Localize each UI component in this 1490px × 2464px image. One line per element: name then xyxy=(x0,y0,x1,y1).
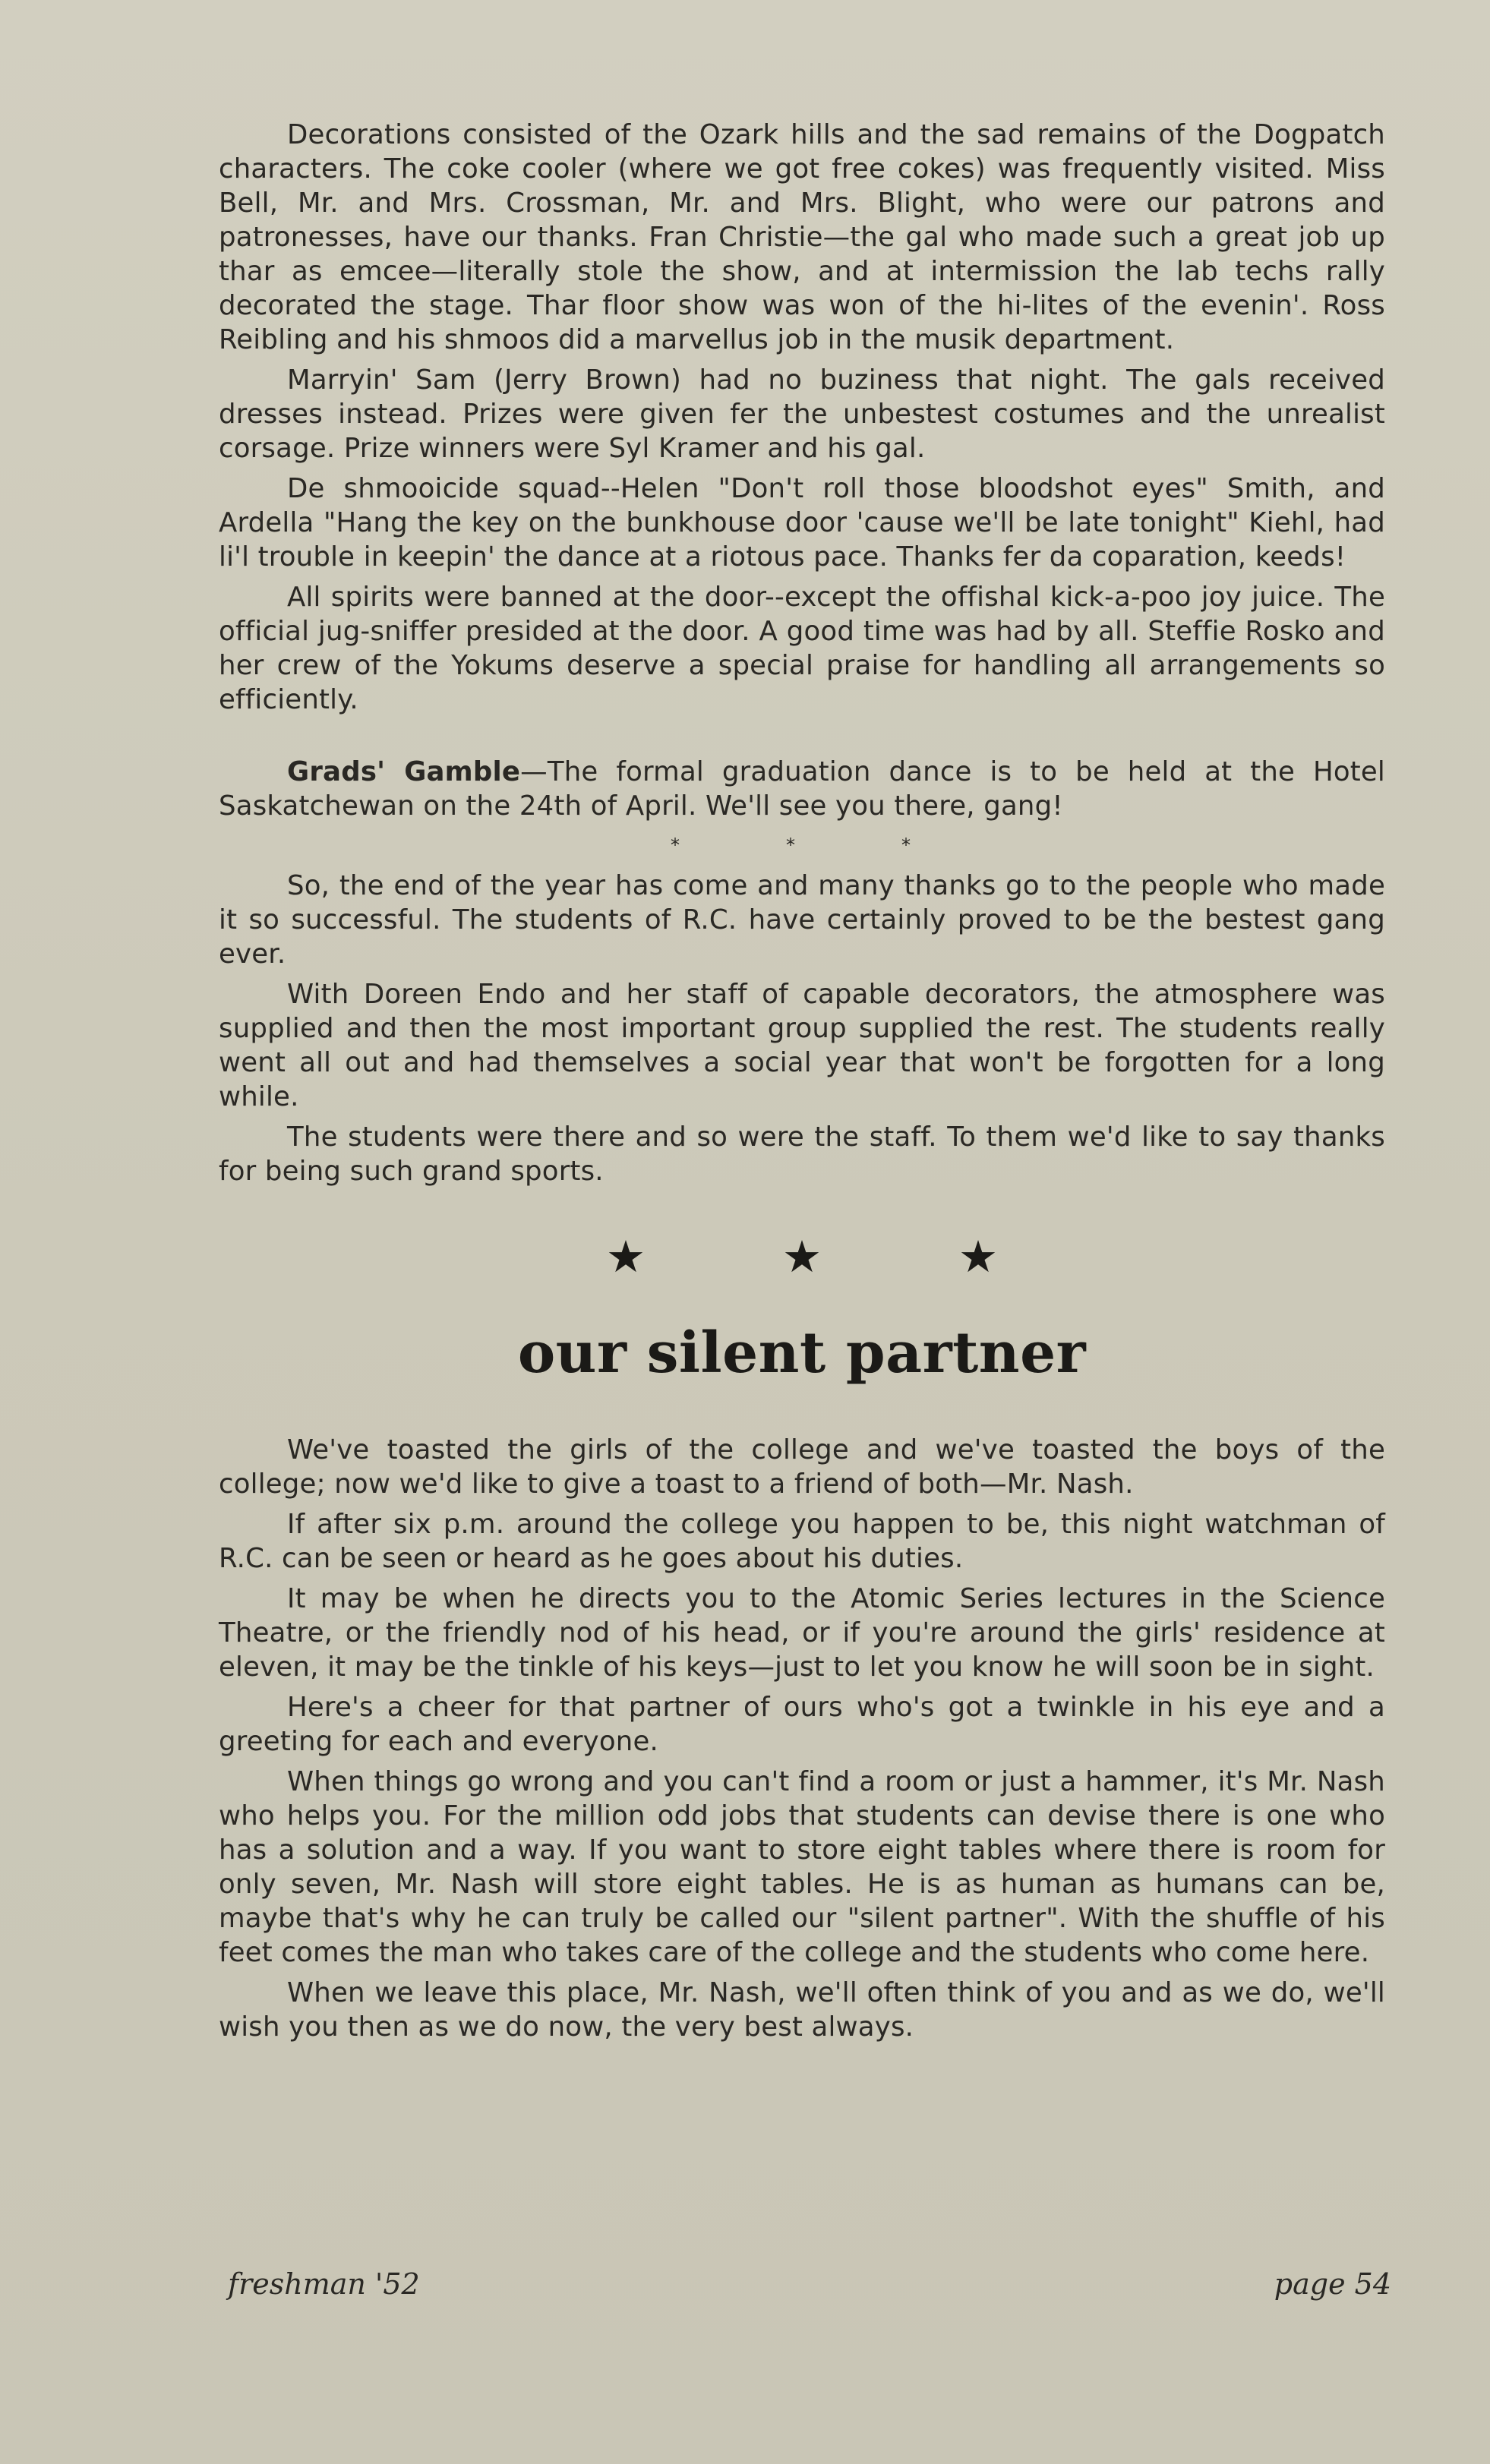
footer-page-number: page 54 xyxy=(1274,2267,1391,2301)
asterisk-icon: * xyxy=(786,834,795,856)
paragraph: We've toasted the girls of the college and we've toasted the boys of the college; now we'd like to give a toast to a friend of both—Mr. Nash. xyxy=(219,1434,1385,1500)
asterisk-icon: * xyxy=(901,834,911,856)
paragraph: With Doreen Endo and her staff of capable decorators, the atmosphere was supplied and then the most important group supplied the rest. The students really went all out and had themselves a social year that won't be forgotten for a long while. xyxy=(219,979,1385,1112)
article-title: our silent partner xyxy=(517,1320,1087,1386)
star-icon: ★ xyxy=(958,1231,998,1282)
paragraph: Here's a cheer for that partner of ours who's got a twinkle in his eye and a greeting for each and everyone. xyxy=(219,1692,1385,1757)
paragraph: Decorations consisted of the Ozark hills and the sad remains of the Dogpatch characters. The coke cooler (where we got free cokes) was frequently visited. Miss Bell, Mr. and Mrs. Crossman, Mr. and Mrs. Blight, who were our patrons and patronesses, have our thanks. Fran Christie—the gal who made such a great job up thar as emcee—literally stole the show, and at intermission the lab techs rally decorated the stage. Thar floor show was won of the hi-lites of the evenin'. Ross Reibling and his shmoos did a marvellus job in the musik department. xyxy=(219,119,1385,355)
paragraph: It may be when he directs you to the Atomic Series lectures in the Science Theatre, or the friendly nod of his head, or if you're around the girls' residence at eleven, it may be the tinkle of his keys—just to let you know he will soon be in sight. xyxy=(219,1583,1385,1683)
paragraph: If after six p.m. around the college you happen to be, this night watchman of R.C. can be seen or heard as he goes about his duties. xyxy=(219,1509,1385,1574)
footer-publication: freshman '52 xyxy=(228,2267,420,2301)
paragraph: So, the end of the year has come and many thanks go to the people who made it so successful. The students of R.C. have certainly proved to be the bestest gang ever. xyxy=(219,870,1385,970)
section-divider xyxy=(219,834,1385,857)
page-content xyxy=(219,118,1385,2044)
paragraph: All spirits were banned at the door--except the offishal kick-a-poo joy juice. The official jug-sniffer presided at the door. A good time was had by all. Steffie Rosko and her crew of the Yokums deserve a special praise for handling all arrangements so efficiently. xyxy=(219,582,1385,715)
dance-report-section xyxy=(219,118,1385,717)
asterisk-icon: * xyxy=(671,834,680,856)
paragraph: When things go wrong and you can't find a room or just a hammer, it's Mr. Nash who helps you. For the million odd jobs that students can devise there is one who has a solution and a way. If you want to store eight tables where there is room for only seven, Mr. Nash will store eight tables. He is as human as humans can be, maybe that's why he can truly be called our "silent partner". With the shuffle of his feet comes the man who takes care of the college and the students who come here. xyxy=(219,1766,1385,1968)
grads-gamble-paragraph xyxy=(219,755,1385,823)
paragraph: The students were there and so were the staff. To them we'd like to say thanks for being such grand sports. xyxy=(219,1122,1385,1187)
year-end-section xyxy=(219,869,1385,1188)
paragraph: Marryin' Sam (Jerry Brown) had no buziness that night. The gals received dresses instead. Prizes were given fer the unbestest costumes and the unrealist corsage. Prize winners were Syl Kramer and his gal. xyxy=(219,364,1385,464)
grads-gamble-text: —The formal graduation dance is to be held at the Hotel Saskatchewan on the 24th of April. We'll see you there, gang! xyxy=(219,756,1385,822)
star-icon: ★ xyxy=(606,1231,646,1282)
silent-partner-article xyxy=(219,1433,1385,2044)
star-divider xyxy=(219,1231,1385,1282)
star-icon: ★ xyxy=(782,1231,822,1282)
paragraph: De shmooicide squad--Helen "Don't roll those bloodshot eyes" Smith, and Ardella "Hang the key on the bunkhouse door 'cause we'll be late tonight" Kiehl, had li'l trouble in keepin' the dance at a riotous pace. Thanks fer da coparation, keeds! xyxy=(219,473,1385,573)
paragraph: When we leave this place, Mr. Nash, we'll often think of you and as we do, we'll wish you then as we do now, the very best always. xyxy=(219,1977,1385,2043)
grads-gamble-heading: Grads' Gamble xyxy=(287,756,521,787)
